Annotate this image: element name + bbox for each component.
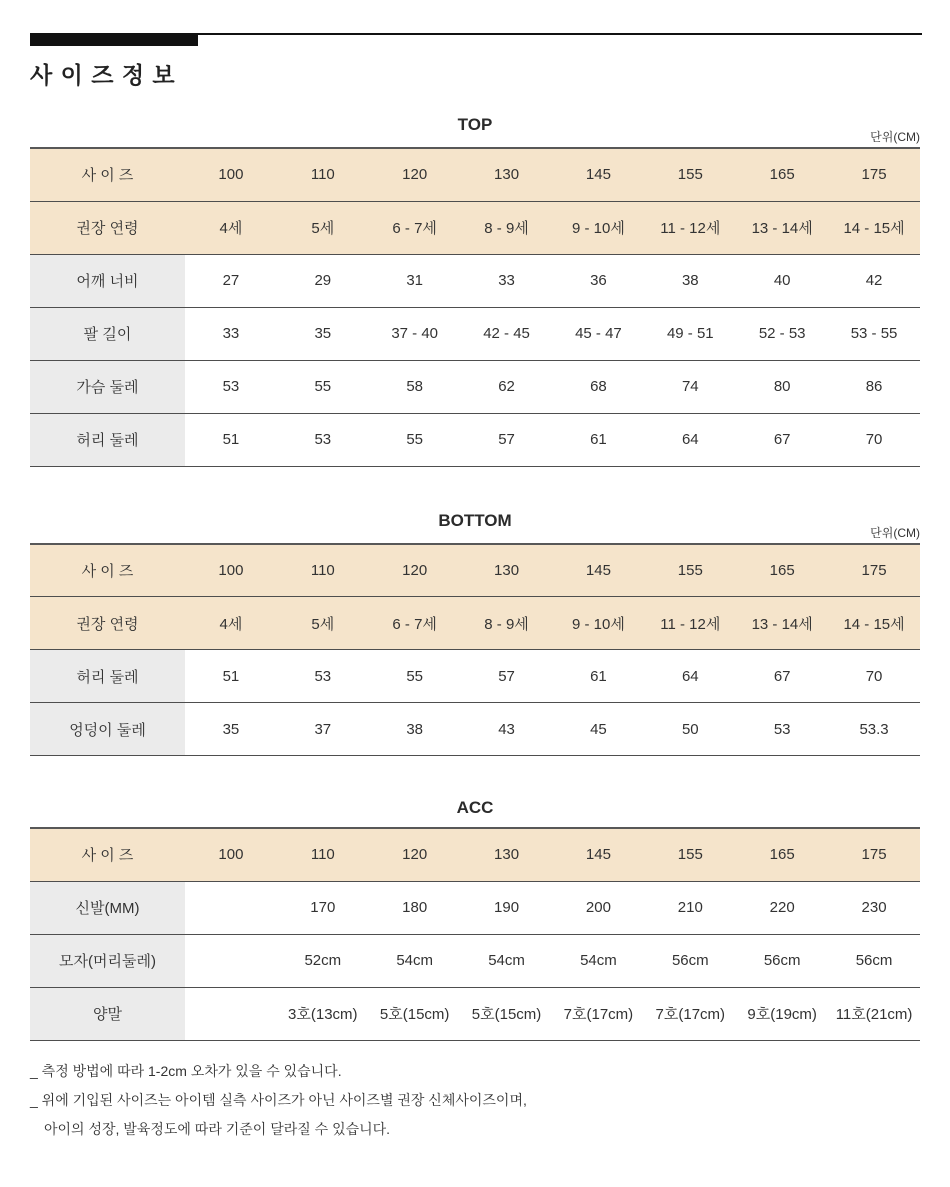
row-label: 가슴 둘레	[30, 360, 185, 413]
cell-value: 5호(15cm)	[369, 987, 461, 1040]
row-label: 허리 둘레	[30, 413, 185, 466]
cell-value: 100	[185, 544, 277, 597]
row-label: 사 이 즈	[30, 828, 185, 881]
cell-value: 55	[369, 650, 461, 703]
size-table-top	[30, 147, 920, 467]
cell-value: 120	[369, 544, 461, 597]
cell-value: 86	[828, 360, 920, 413]
size-table-bottom	[30, 543, 920, 757]
table-row	[30, 413, 920, 466]
cell-value: 52cm	[277, 934, 369, 987]
cell-value: 33	[461, 254, 553, 307]
table-row	[30, 650, 920, 703]
row-label: 사 이 즈	[30, 148, 185, 201]
section-title-bottom: BOTTOM	[438, 510, 512, 530]
cell-value: 67	[736, 413, 828, 466]
cell-value: 58	[369, 360, 461, 413]
section-top	[30, 115, 920, 467]
cell-value: 175	[828, 828, 920, 881]
cell-value: 36	[553, 254, 645, 307]
cell-value: 3호(13cm)	[277, 987, 369, 1040]
cell-value: 56cm	[828, 934, 920, 987]
cell-value: 110	[277, 544, 369, 597]
cell-value: 145	[553, 828, 645, 881]
cell-value: 29	[277, 254, 369, 307]
section-title-acc: ACC	[456, 798, 494, 817]
row-label: 엉덩이 둘레	[30, 703, 185, 756]
cell-value: 120	[369, 828, 461, 881]
cell-value: 74	[644, 360, 736, 413]
cell-value: 42 - 45	[461, 307, 553, 360]
cell-value: 9 - 10세	[553, 597, 645, 650]
cell-value: 155	[644, 828, 736, 881]
cell-value: 53	[277, 650, 369, 703]
cell-value: 130	[461, 148, 553, 201]
cell-value: 51	[185, 650, 277, 703]
row-label: 허리 둘레	[30, 650, 185, 703]
cell-value: 175	[828, 148, 920, 201]
cell-value: 61	[553, 413, 645, 466]
cell-value: 53	[277, 413, 369, 466]
cell-value: 54cm	[461, 934, 553, 987]
cell-value: 6 - 7세	[369, 597, 461, 650]
unit-label: 단위(CM)	[870, 525, 920, 540]
table-row	[30, 201, 920, 254]
cell-value: 51	[185, 413, 277, 466]
title-rule-bar	[30, 33, 198, 46]
table-row	[30, 828, 920, 881]
notes	[30, 1057, 920, 1144]
cell-value: 40	[736, 254, 828, 307]
cell-value: 53	[185, 360, 277, 413]
cell-value: 70	[828, 650, 920, 703]
cell-value: 56cm	[736, 934, 828, 987]
cell-value: 53	[736, 703, 828, 756]
cell-value: 170	[277, 881, 369, 934]
cell-value: 110	[277, 148, 369, 201]
row-label: 양말	[30, 987, 185, 1040]
cell-value: 50	[644, 703, 736, 756]
cell-value: 45	[553, 703, 645, 756]
table-row	[30, 703, 920, 756]
cell-value: 9호(19cm)	[736, 987, 828, 1040]
cell-value: 14 - 15세	[828, 201, 920, 254]
cell-value: 31	[369, 254, 461, 307]
cell-value	[185, 881, 277, 934]
cell-value: 37	[277, 703, 369, 756]
cell-value: 27	[185, 254, 277, 307]
table-row	[30, 148, 920, 201]
cell-value: 165	[736, 828, 828, 881]
cell-value: 145	[553, 544, 645, 597]
cell-value: 130	[461, 828, 553, 881]
table-row	[30, 934, 920, 987]
section-title-top: TOP	[457, 115, 493, 134]
cell-value: 11 - 12세	[644, 597, 736, 650]
cell-value: 42	[828, 254, 920, 307]
cell-value: 54cm	[553, 934, 645, 987]
cell-value: 4세	[185, 201, 277, 254]
cell-value: 155	[644, 544, 736, 597]
page-title: 사 이 즈 정 보	[30, 62, 176, 88]
cell-value: 165	[736, 544, 828, 597]
cell-value: 220	[736, 881, 828, 934]
cell-value: 70	[828, 413, 920, 466]
cell-value: 80	[736, 360, 828, 413]
cell-value: 55	[369, 413, 461, 466]
cell-value: 67	[736, 650, 828, 703]
table-row	[30, 254, 920, 307]
row-label: 모자(머리둘레)	[30, 934, 185, 987]
cell-value: 37 - 40	[369, 307, 461, 360]
cell-value: 5호(15cm)	[461, 987, 553, 1040]
cell-value: 11호(21cm)	[828, 987, 920, 1040]
section-bottom	[30, 511, 920, 757]
cell-value: 230	[828, 881, 920, 934]
table-row	[30, 881, 920, 934]
cell-value: 61	[553, 650, 645, 703]
cell-value: 35	[185, 703, 277, 756]
cell-value: 145	[553, 148, 645, 201]
row-label: 권장 연령	[30, 597, 185, 650]
row-label: 어깨 너비	[30, 254, 185, 307]
table-row	[30, 307, 920, 360]
cell-value	[185, 987, 277, 1040]
cell-value: 64	[644, 650, 736, 703]
cell-value: 5세	[277, 597, 369, 650]
note-line: _ 위에 기입된 사이즈는 아이템 실측 사이즈가 아닌 사이즈별 권장 신체사이즈이며,	[30, 1091, 527, 1108]
cell-value: 52 - 53	[736, 307, 828, 360]
row-label: 권장 연령	[30, 201, 185, 254]
section-acc	[30, 798, 920, 1041]
row-label: 사 이 즈	[30, 544, 185, 597]
cell-value: 190	[461, 881, 553, 934]
table-row	[30, 597, 920, 650]
cell-value: 7호(17cm)	[644, 987, 736, 1040]
cell-value: 54cm	[369, 934, 461, 987]
cell-value: 62	[461, 360, 553, 413]
cell-value: 38	[644, 254, 736, 307]
unit-label: 단위(CM)	[870, 130, 920, 144]
cell-value: 35	[277, 307, 369, 360]
note-line: 아이의 성장, 발육정도에 따라 기준이 달라질 수 있습니다.	[44, 1120, 391, 1137]
cell-value: 13 - 14세	[736, 201, 828, 254]
cell-value: 57	[461, 650, 553, 703]
cell-value: 55	[277, 360, 369, 413]
cell-value: 68	[553, 360, 645, 413]
cell-value: 100	[185, 148, 277, 201]
cell-value: 180	[369, 881, 461, 934]
cell-value: 53.3	[828, 703, 920, 756]
cell-value: 8 - 9세	[461, 201, 553, 254]
cell-value: 14 - 15세	[828, 597, 920, 650]
cell-value: 110	[277, 828, 369, 881]
cell-value: 120	[369, 148, 461, 201]
cell-value: 210	[644, 881, 736, 934]
cell-value	[185, 934, 277, 987]
cell-value: 130	[461, 544, 553, 597]
cell-value: 8 - 9세	[461, 597, 553, 650]
cell-value: 33	[185, 307, 277, 360]
note-line: _ 측정 방법에 따라 1-2cm 오차가 있을 수 있습니다.	[30, 1062, 342, 1079]
cell-value: 155	[644, 148, 736, 201]
cell-value: 53 - 55	[828, 307, 920, 360]
cell-value: 11 - 12세	[644, 201, 736, 254]
cell-value: 56cm	[644, 934, 736, 987]
cell-value: 5세	[277, 201, 369, 254]
table-row	[30, 544, 920, 597]
cell-value: 49 - 51	[644, 307, 736, 360]
cell-value: 4세	[185, 597, 277, 650]
table-row	[30, 360, 920, 413]
cell-value: 7호(17cm)	[553, 987, 645, 1040]
cell-value: 175	[828, 544, 920, 597]
title-rule	[30, 33, 922, 46]
cell-value: 200	[553, 881, 645, 934]
table-row	[30, 987, 920, 1040]
cell-value: 64	[644, 413, 736, 466]
row-label: 신발(MM)	[30, 881, 185, 934]
cell-value: 45 - 47	[553, 307, 645, 360]
cell-value: 38	[369, 703, 461, 756]
row-label: 팔 길이	[30, 307, 185, 360]
cell-value: 6 - 7세	[369, 201, 461, 254]
cell-value: 13 - 14세	[736, 597, 828, 650]
cell-value: 9 - 10세	[553, 201, 645, 254]
cell-value: 165	[736, 148, 828, 201]
cell-value: 43	[461, 703, 553, 756]
size-table-acc	[30, 827, 920, 1041]
cell-value: 57	[461, 413, 553, 466]
cell-value: 100	[185, 828, 277, 881]
